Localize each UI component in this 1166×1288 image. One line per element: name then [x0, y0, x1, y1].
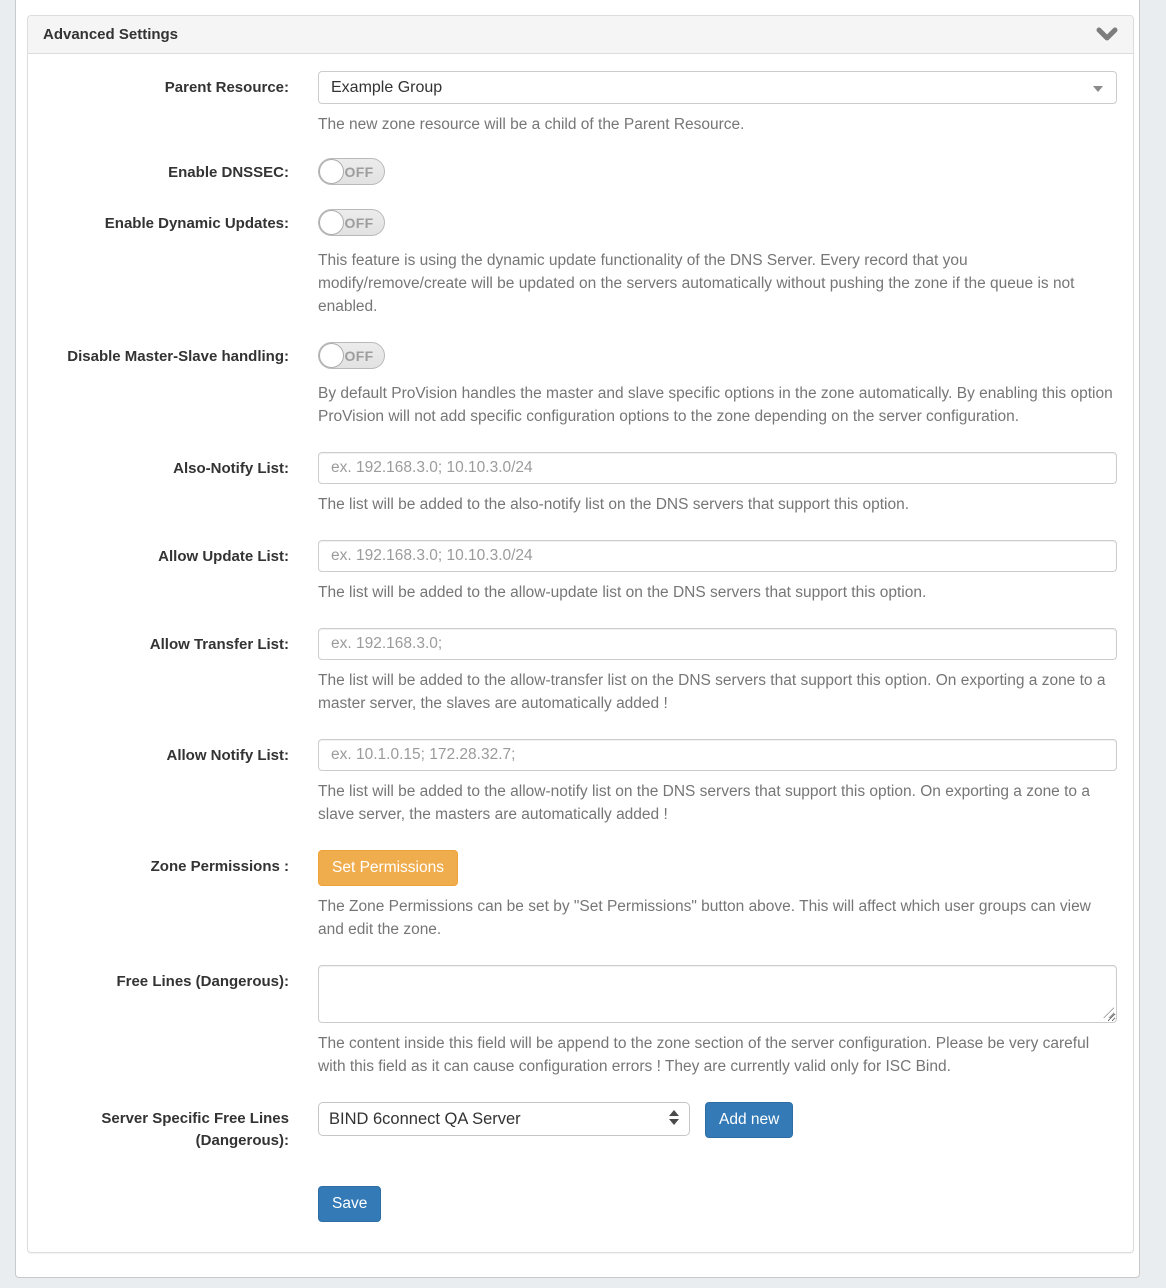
parent-resource-select[interactable] [318, 71, 1117, 104]
enable-dynamic-updates-label: Enable Dynamic Updates: [104, 215, 289, 232]
allow-update-help: The list will be added to the allow-update list on the DNS servers that support this option. [318, 584, 927, 601]
zone-permissions-label: Zone Permissions : [150, 858, 289, 875]
advanced-settings-panel [27, 15, 1134, 1253]
row-parent-resource [44, 71, 1115, 136]
row-enable-dnssec [44, 158, 1115, 189]
free-lines-label: Free Lines (Dangerous): [116, 973, 289, 991]
allow-transfer-label: Allow Transfer List: [149, 636, 289, 653]
allow-update-input[interactable] [318, 540, 1117, 572]
row-allow-notify [44, 739, 1115, 826]
save-button[interactable]: Save [318, 1186, 381, 1222]
row-free-lines [44, 965, 1115, 1078]
also-notify-input[interactable] [318, 452, 1117, 484]
also-notify-label: Also-Notify List: [173, 460, 289, 477]
free-lines-help: The content inside this field will be append to the zone section of the server configuration. Please be very careful with this field as it can cause configuration errors ! They are currently valid only for ISC Bind. [318, 1035, 1090, 1076]
allow-notify-input[interactable] [318, 739, 1117, 771]
toggle-knob [319, 343, 344, 368]
free-lines-textarea[interactable] [318, 965, 1117, 1023]
toggle-knob [319, 159, 344, 184]
enable-dnssec-toggle[interactable] [318, 158, 385, 185]
content-container [15, 0, 1140, 1278]
panel-body [28, 54, 1133, 1252]
allow-notify-help: The list will be added to the allow-notify list on the DNS servers that support this option. On exporting a zone to a slave server, the masters are automatically added ! [318, 783, 1090, 823]
enable-dnssec-label: Enable DNSSEC: [168, 164, 289, 181]
row-also-notify [44, 452, 1115, 516]
enable-dynamic-updates-toggle[interactable] [318, 209, 385, 236]
row-enable-dynamic-updates [44, 209, 1115, 318]
allow-transfer-help: The list will be added to the allow-transfer list on the DNS servers that support this option. On exporting a zone to a master server, the slaves are automatically added ! [318, 672, 1106, 712]
disable-master-slave-label: Disable Master-Slave handling: [67, 348, 289, 365]
row-save [44, 1186, 1115, 1222]
server-specific-free-lines-label: Server Specific Free Lines (Dangerous): [101, 1110, 289, 1149]
allow-update-label: Allow Update List: [158, 548, 289, 565]
row-disable-master-slave [44, 342, 1115, 428]
parent-resource-help: The new zone resource will be a child of the Parent Resource. [318, 116, 745, 133]
row-allow-update [44, 540, 1115, 604]
parent-resource-label: Parent Resource: [164, 79, 289, 96]
row-server-specific-free-lines [44, 1102, 1115, 1152]
chevron-down-icon[interactable] [1096, 27, 1118, 43]
add-new-button[interactable]: Add new [705, 1102, 793, 1138]
disable-master-slave-toggle[interactable] [318, 342, 385, 369]
enable-dynamic-updates-help: This feature is using the dynamic update functionality of the DNS Server. Every record that you modify/remove/create will be updated on the servers automatically without pushing the zone if the queue is not enabled. [318, 252, 1075, 315]
disable-master-slave-help: By default ProVision handles the master and slave specific options in the zone automatically. By enabling this option ProVision will not add specific configuration options to the zone depending on the server configuration. [318, 385, 1113, 425]
toggle-state-label: OFF [344, 347, 374, 364]
parent-resource-selected-value: Example Group [331, 78, 443, 96]
allow-transfer-input[interactable] [318, 628, 1117, 660]
zone-permissions-help: The Zone Permissions can be set by "Set Permissions" button above. This will affect which user groups can view and edit the zone. [318, 898, 1091, 939]
server-specific-free-lines-select[interactable] [318, 1102, 690, 1136]
panel-header[interactable] [28, 16, 1133, 54]
row-zone-permissions [44, 850, 1115, 941]
toggle-state-label: OFF [344, 214, 374, 231]
allow-notify-label: Allow Notify List: [166, 747, 289, 764]
panel-title: Advanced Settings [43, 26, 179, 43]
toggle-state-label: OFF [344, 163, 374, 180]
also-notify-help: The list will be added to the also-notify list on the DNS servers that support this option. [318, 496, 910, 513]
set-permissions-button[interactable]: Set Permissions [318, 850, 458, 886]
toggle-knob [319, 210, 344, 235]
caret-down-icon [1093, 86, 1103, 92]
row-allow-transfer [44, 628, 1115, 715]
